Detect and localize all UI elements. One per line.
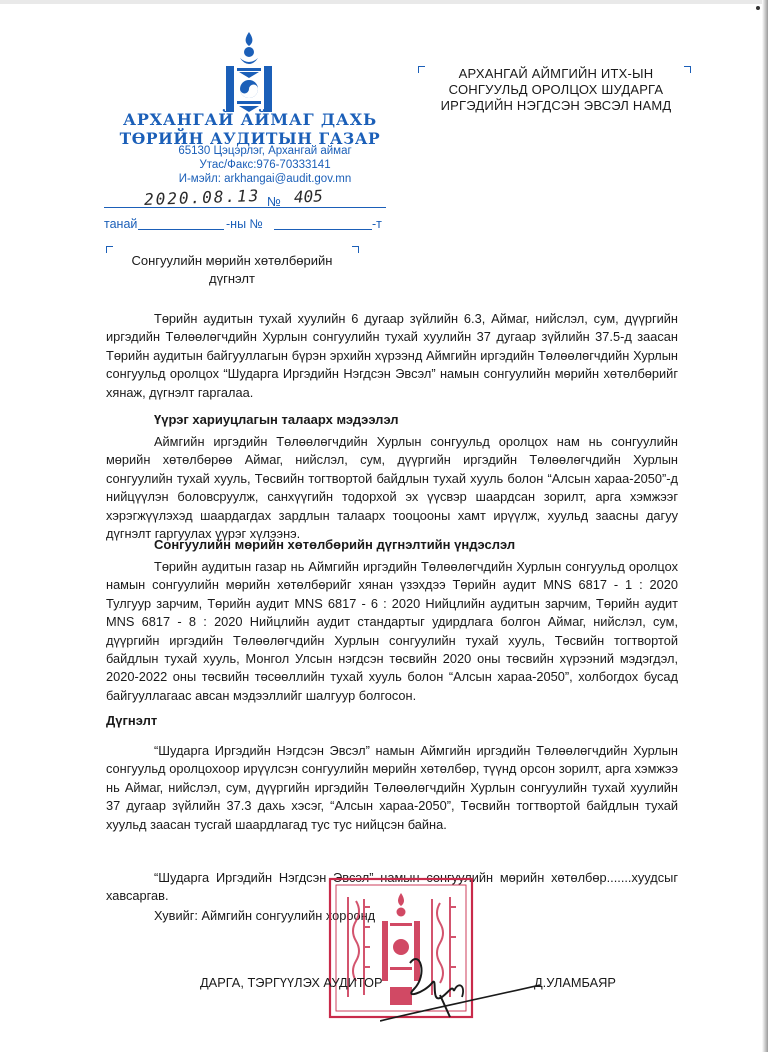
recipient-block xyxy=(426,66,686,114)
copy-to-line: Хувийг: Аймгийн сонгуулийн хороонд xyxy=(154,908,376,923)
phone-text: Утас/Факс:976-70333141 xyxy=(199,159,331,171)
reference-blank-2 xyxy=(274,229,372,230)
soyombo-emblem-icon xyxy=(218,30,280,116)
organization-name xyxy=(100,110,400,148)
intro-paragraph: Төрийн аудитын тухай хуулийн 6 дугаар зүйлийн 6.3, Аймаг, нийслэл, сум, дүүргийн иргэдийн Төлөөлөгчдийн Хурлын сонгуулийн тухай хуулийн 37 дугаар зүйлийн 37.5-д заасан Төрийн аудитын байгууллагын бүрэн эрхийн хүрээнд Аймгийн иргэдийн Төлөөлөгчдийн Хурлын сонгуульд оролцох “Шударга Иргэдийн Нэгдсэн Эвсэл” намын сонгуулийн мөрийн хөтөлбөрийг хянаж, дүгнэлт гаргалаа. xyxy=(106,311,678,400)
subject-line1: Сонгуулийн мөрийн хөтөлбөрийн xyxy=(131,253,333,268)
subject-bracket-tr xyxy=(352,246,359,253)
heading-conclusion: Дүгнэлт xyxy=(106,713,158,728)
signatory-name: Д.УЛАМБАЯР xyxy=(534,974,616,990)
page-edge-top xyxy=(0,0,768,4)
email-text: И-мэйл: arkhangai@audit.gov.mn xyxy=(178,173,352,185)
org-name-line2: ТӨРИЙН АУДИТЫН ГАЗАР xyxy=(119,129,381,148)
signatory-title: ДАРГА, ТЭРГҮҮЛЭХ АУДИТОР xyxy=(200,974,383,990)
attachment-paragraph: “Шударга Иргэдийн Нэгдсэн Эвсэл” намын сонгуулийн мөрийн хөтөлбөр.......хуудсыг хавсаргав. xyxy=(106,870,678,904)
recipient-line3: ИРГЭДИЙН НЭГДСЭН ЭВСЭЛ НАМД xyxy=(440,98,672,113)
handwritten-number: 405 xyxy=(293,186,324,207)
subject-line2: дүгнэлт xyxy=(209,271,255,286)
heading-basis: Сонгуулийн мөрийн хөтөлбөрийн дүгнэлтийн үндэслэл xyxy=(154,537,516,552)
ny-no-label: -ны № xyxy=(226,217,263,231)
contact-block xyxy=(100,144,430,186)
number-label: № xyxy=(267,194,281,209)
date-underline xyxy=(104,207,386,208)
conclusion-paragraph: “Шударга Иргэдийн Нэгдсэн Эвсэл” намын Аймгийн иргэдийн Төлөөлөгчдийн Хурлын сонгуульд оролцохоор ирүүлсэн сонгуулийн мөрийн хөтөлбөр, түүнд орсон зорилт, арга хэмжээ нь Аймаг, нийслэл, сум, дүүргийн иргэдийн Төлөөлөгчдийн Хурлын сонгуулийн тухай хуулийн 37 дугаар зүйлийн 37.3 дахь хэсэг, “Алсын хараа-2050”, Төсвийн тогтвортой байдлын тухай хуульд заасан тусгай шаардлагад тус тус нийцсэн байна. xyxy=(106,743,678,832)
recipient-bracket-tl xyxy=(418,66,425,73)
responsibility-paragraph: Аймгийн иргэдийн Төлөөлөгчдийн Хурлын сонгуульд оролцох нам нь сонгуулийн мөрийн хөтөлбөрөө Аймаг, нийслэл, сум, дүүргийн иргэдийн Төлөөлөгчдийн Хурлын сонгуулийн тухай хууль, Төсвийн тогтвортой байдлын тухай хууль болон “Алсын хараа-2050”-д нийцүүлэн боловсруулж, санхүүгийн тодорхой эх үүсвэр шаардсан зорилт, арга хэмжээг хэрэгжүүлэхэд шаардагдах зардлын талаарх тооцооны хамт ирүүлж, хуульд заасны дагуу дүгнэлт гаргуулах үүрэг хүлээнэ. xyxy=(106,434,678,542)
scan-speck xyxy=(756,6,760,10)
heading-responsibility: Үүрэг хариуцлагын талаарх мэдээлэл xyxy=(154,412,399,427)
recipient-line2: СОНГУУЛЬД ОРОЛЦОХ ШУДАРГА xyxy=(448,82,664,97)
basis-paragraph: Төрийн аудитын газар нь Аймгийн иргэдийн Төлөөлөгчдийн Хурлын сонгуульд оролцох намын сонгуулийн мөрийн хөтөлбөрийг хянан үзэхдээ Төрийн аудит MNS 6817 - 1 : 2020 Тулгуур зарчим, Төрийн аудит MNS 6817 - 6 : 2020 Нийцлийн аудитын зарчим, Төрийн аудит MNS 6817 - 8 : 2020 Нийцлийн аудит стандартыг удирдлага болгон Аймаг, нийслэл, сум, дүүргийн иргэдийн Төлөөлөгчдийн Хурлын сонгуулийн тухай хууль, Төсвийн тогтвортой байдлын тухай хууль, Монгол Улсын нэгдсэн төсвийн 2020 оны төсвийн хүрээний мэдэгдэл, 2020-2022 оны төсвийн төсөөллийн тухай хууль болон “Алсын хараа-2050”, холбогдох бусад байгууллагаас авсан мэдээллийг шалгуур болгосон. xyxy=(106,559,678,703)
tanai-label: танай xyxy=(104,217,138,231)
handwritten-date: 2020.08.13 xyxy=(143,185,261,210)
reference-blank-1 xyxy=(138,229,224,230)
recipient-line1: АРХАНГАЙ АЙМГИЙН ИТХ-ЫН xyxy=(458,66,654,81)
org-name-line1: АРХАНГАЙ АЙМАГ ДАХЬ xyxy=(123,110,377,129)
handwritten-signature-icon xyxy=(380,945,540,1025)
t-suffix: -т xyxy=(372,217,382,231)
subject-block xyxy=(112,252,352,288)
page-edge-right xyxy=(762,0,768,1052)
address-text: 65130 Цэцэрлэг, Архангай аймаг xyxy=(178,145,352,157)
